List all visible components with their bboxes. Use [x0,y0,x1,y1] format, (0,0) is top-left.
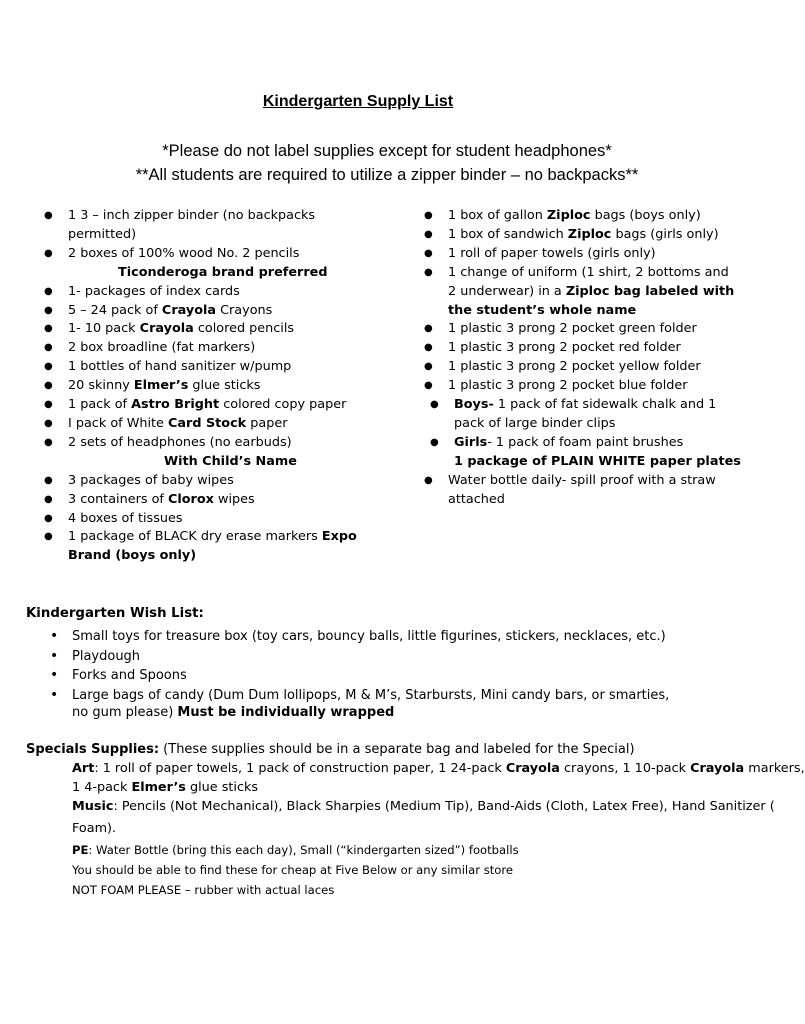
right-supply-list [420,207,741,510]
list-item: ● 3 packages of baby wipes [40,472,400,491]
left-supply-list [40,207,400,566]
list-item: ● 2 boxes of 100% wood No. 2 pencils [40,245,400,264]
page-title: Kindergarten Supply List [262,93,454,110]
list-item: ● 1 plastic 3 prong 2 pocket blue folder [420,377,730,396]
list-item: ● 3 containers of Clorox wipes [40,491,400,510]
list-item: ● 1 pack of Astro Bright colored copy paper [40,396,400,415]
wish-list-item: • Playdough [46,647,669,667]
list-item: ● 1 bottles of hand sanitizer w/pump [40,358,400,377]
pencil-brand-note: Ticonderoga brand preferred [118,264,328,280]
list-item: ● Water bottle daily- spill proof with a straw [420,472,730,491]
list-item: ● 1 package of BLACK dry erase markers Expo [40,528,400,547]
list-item: ● 1 box of gallon Ziploc bags (boys only) [420,207,730,226]
art-line-continued: 1 4-pack Elmer’s glue sticks [72,780,259,795]
list-item: ● 1 change of uniform (1 shirt, 2 bottoms and [420,264,730,283]
list-item: ● 20 skinny Elmer’s glue sticks [40,377,400,396]
wish-list [46,627,669,705]
wish-list-item-continued: no gum please) Must be individually wrapped [72,705,395,720]
list-item-continued: attached [448,491,505,507]
music-line: Music: Pencils (Not Mechanical), Black Sharpies (Medium Tip), Band-Aids (Cloth, Latex Free), Hand Sanitizer ( [72,799,775,814]
binder-notice: **All students are required to utilize a zipper binder – no backpacks** [135,166,639,184]
list-item: ● 4 boxes of tissues [40,510,400,529]
music-line-continued: Foam). [72,821,117,836]
pe-line: PE: Water Bottle (bring this each day), Small (“kindergarten sized”) footballs [72,843,519,857]
labeling-notice: *Please do not label supplies except for student headphones* [162,142,612,160]
wish-list-item: • Large bags of candy (Dum Dum lollipops, M & M’s, Starbursts, Mini candy bars, or smarties, [46,686,669,706]
list-item: ● I pack of White Card Stock paper [40,415,400,434]
pe-football-note: NOT FOAM PLEASE – rubber with actual laces [72,883,335,897]
list-item: ● 5 – 24 pack of Crayola Crayons [40,302,400,321]
list-item: ● Girls- 1 pack of foam paint brushes [420,434,730,453]
list-item: ● Boys- 1 pack of fat sidewalk chalk and 1 [420,396,730,415]
list-item: ● 1 box of sandwich Ziploc bags (girls only) [420,226,730,245]
list-item-continued: pack of large binder clips [454,415,616,431]
list-item: ● 1- packages of index cards [40,283,400,302]
list-item: ● 2 box broadline (fat markers) [40,339,400,358]
list-item-continued: permitted) [68,226,137,242]
list-item: ● 1 3 – inch zipper binder (no backpacks [40,207,400,226]
list-item: ● 2 sets of headphones (no earbuds) [40,434,400,453]
pe-store-note: You should be able to find these for cheap at Five Below or any similar store [72,863,514,877]
headphone-name-note: With Child’s Name [164,453,297,469]
list-item: ● 1- 10 pack Crayola colored pencils [40,320,400,339]
list-item-continued: 2 underwear) in a Ziploc bag labeled with [448,283,735,299]
art-line: Art: 1 roll of paper towels, 1 pack of construction paper, 1 24-pack Crayola crayons, 1 10-pack Crayola markers, [72,761,805,776]
wish-list-item: • Small toys for treasure box (toy cars, bouncy balls, little figurines, stickers, necklaces, etc.) [46,627,669,647]
specials-heading: Specials Supplies: (These supplies should be in a separate bag and labeled for the Special) [26,742,635,757]
list-item: ● 1 plastic 3 prong 2 pocket red folder [420,339,730,358]
list-item: ● 1 plastic 3 prong 2 pocket yellow folder [420,358,730,377]
list-item-continued: Brand (boys only) [68,548,197,564]
wish-list-item: • Forks and Spoons [46,666,669,686]
wish-list-heading: Kindergarten Wish List: [26,606,204,621]
list-item-continued: 1 package of PLAIN WHITE paper plates [454,453,741,469]
list-item: ● 1 roll of paper towels (girls only) [420,245,730,264]
list-item-continued: the student’s whole name [448,302,637,318]
list-item: ● 1 plastic 3 prong 2 pocket green folder [420,320,730,339]
